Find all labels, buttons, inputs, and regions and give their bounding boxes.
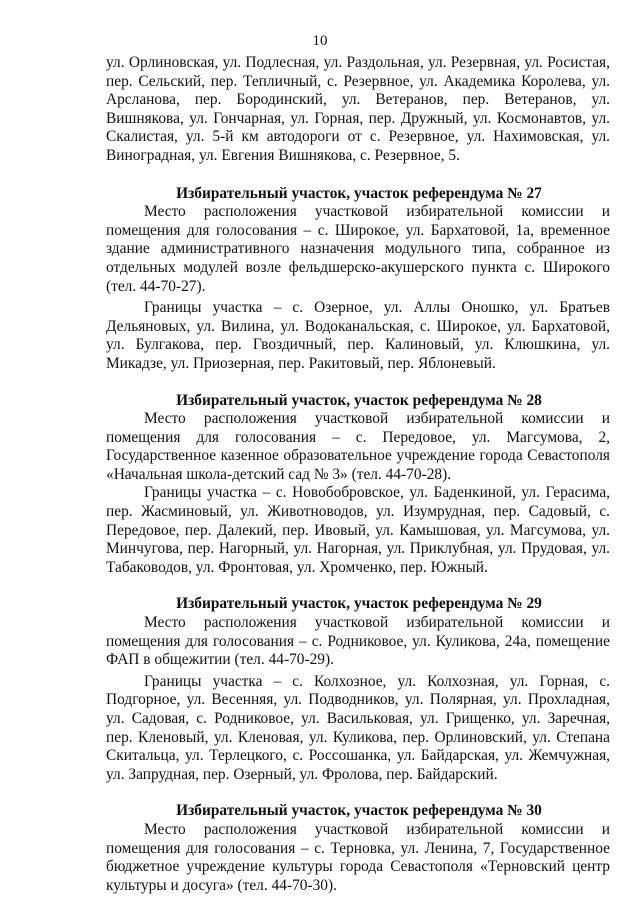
section-borders: Границы участка – с. Колхозное, ул. Колхозная, ул. Горная, с. Подгорное, ул. Весенняя, ул. Подводников, ул. Полярная, ул. Прохладная, ул. Садовая, с. Родниковое, ул. Васильковая, ул. Грищенко, ул. Заречная, пер. Кленовый, ул. Кленовая, ул. Куликова, пер. Орлиновский, ул. Степана Скитальца, ул. Терлецкого, с. Россошанка, ул. Байдарская, ул. Жемчужная, ул. Запрудная, пер. Озерный, ул. Фролова, пер. Байдарский.: [106, 672, 610, 783]
section-heading: Избирательный участок, участок референдума № 29: [176, 595, 542, 613]
section-location: Место расположения участковой избирательной комиссии и помещения для голосования – с. Широкое, ул. Бархатовой, 1а, временное здание административного назначения модульного типа, собранное из отдельных модулей возле фельдшерско-акушерского пункта с. Широкого (тел. 44-70-27).: [106, 203, 610, 295]
document-body: [106, 54, 610, 895]
section-30: [106, 802, 610, 895]
section-28: [106, 392, 610, 578]
section-27: [106, 185, 610, 374]
section-heading: Избирательный участок, участок референдума № 28: [176, 391, 542, 409]
section-location: Место расположения участковой избирательной комиссии и помещения для голосования – с. Родниковое, ул. Куликова, 24а, помещение ФАП в общежитии (тел. 44-70-29).: [106, 614, 610, 669]
intro-paragraph: ул. Орлиновская, ул. Подлесная, ул. Раздольная, ул. Резервная, ул. Росистая, пер. Сельский, пер. Тепличный, с. Резервное, ул. Академика Королева, ул. Арсланова, пер. Бородинский, ул. Ветеранов, пер. Ветеранов, ул. Вишнякова, ул. Гончарная, ул. Горная, пер. Дружный, ул. Космонавтов, ул. Скалистая, ул. 5-й км автодороги от с. Резервное, ул. Нахимовская, ул. Виноградная, ул. Евгения Вишнякова, с. Резервное, 5.: [106, 54, 610, 164]
section-29: [106, 595, 610, 784]
section-location: Место расположения участковой избирательной комиссии и помещения для голосования – с. Передовое, ул. Магсумова, 2, Государственное казенное образовательное учреждение города Севастополя «Начальная школа-детский сад № 3» (тел. 44-70-28).: [106, 410, 610, 483]
page-number: 10: [312, 33, 328, 49]
section-heading: Избирательный участок, участок референдума № 27: [176, 184, 542, 202]
section-heading: Избирательный участок, участок референдума № 30: [176, 802, 542, 820]
section-borders: Границы участка – с. Новобобровское, ул. Баденкиной, ул. Герасима, пер. Жасминовый, ул. Животноводов, ул. Изумрудная, пер. Садовый, с. Передовое, пер. Далекий, пер. Ивовый, ул. Камышовая, ул. Магсумова, ул. Минчугова, пер. Нагорный, ул. Нагорная, ул. Приклубная, ул. Прудовая, ул. Табаководов, ул. Фронтовая, ул. Хромченко, пер. Южный.: [106, 484, 610, 576]
section-borders: Границы участка – с. Озерное, ул. Аллы Оношко, ул. Братьев Дельяновых, ул. Вилина, ул. Водоканальская, с. Широкое, ул. Бархатовой, ул. Булгакова, пер. Гвоздичный, пер. Калиновый, ул. Клюшкина, ул. Микадзе, ул. Приозерная, пер. Ракитовый, пер. Яблоневый.: [106, 299, 610, 372]
section-location: Место расположения участковой избирательной комиссии и помещения для голосования – с. Терновка, ул. Ленина, 7, Государственное бюджетное учреждение культуры города Севастополя «Терновский центр культуры и досуга» (тел. 44-70-30).: [106, 820, 610, 894]
